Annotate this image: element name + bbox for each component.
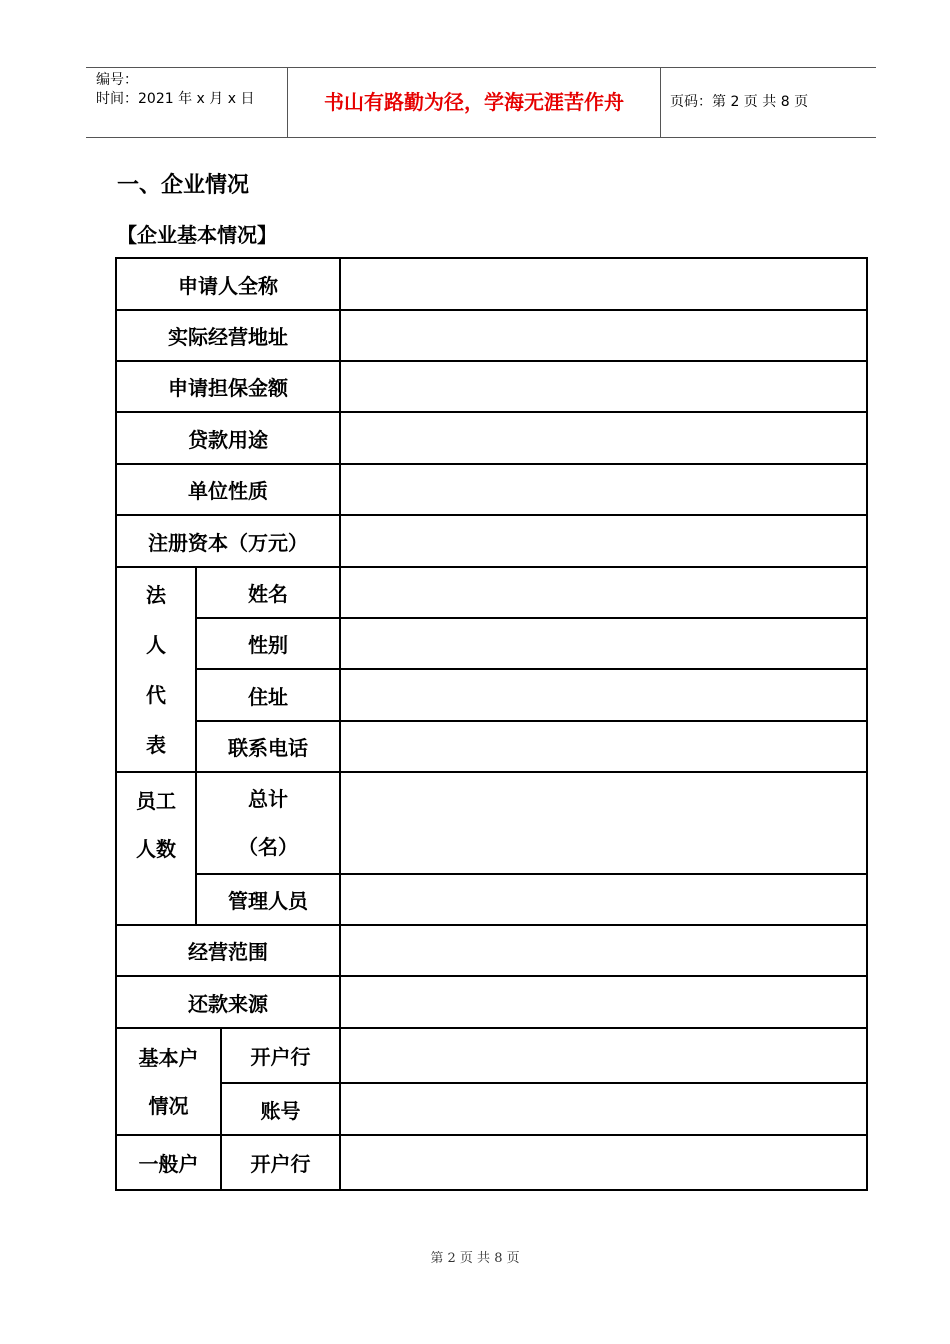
label-repayment-source: 还款来源 xyxy=(116,976,340,1028)
group-legal-rep xyxy=(116,567,196,772)
field-registered-capital[interactable] xyxy=(340,515,867,567)
enterprise-info-table xyxy=(115,257,868,1191)
subsection-title: 【企业基本情况】 xyxy=(117,223,277,247)
field-repayment-source[interactable] xyxy=(340,976,867,1028)
label-legal-rep-address: 住址 xyxy=(196,669,340,721)
field-guarantee-amount[interactable] xyxy=(340,361,867,412)
field-business-scope[interactable] xyxy=(340,925,867,976)
legal-rep-char: 人 xyxy=(146,632,166,657)
label-basic-bank: 开户行 xyxy=(221,1028,340,1083)
field-basic-bank[interactable] xyxy=(340,1028,867,1083)
field-business-address[interactable] xyxy=(340,310,867,361)
label-staff-managers: 管理人员 xyxy=(196,874,340,925)
header-motto: 书山有路勤为径，学海无涯苦作舟 xyxy=(288,68,661,137)
field-staff-total[interactable] xyxy=(340,772,867,874)
legal-rep-char: 代 xyxy=(146,682,166,707)
field-staff-managers[interactable] xyxy=(340,874,867,925)
label-applicant-name: 申请人全称 xyxy=(116,258,340,310)
field-legal-rep-gender[interactable] xyxy=(340,618,867,669)
basic-account-line: 基本户 xyxy=(138,1045,199,1070)
staff-group-line: 人数 xyxy=(136,837,176,861)
label-legal-rep-gender: 性别 xyxy=(196,618,340,669)
page-header xyxy=(86,67,876,138)
label-entity-nature: 单位性质 xyxy=(116,464,340,515)
field-legal-rep-address[interactable] xyxy=(340,669,867,721)
field-applicant-name[interactable] xyxy=(340,258,867,310)
staff-total-line: 总计 xyxy=(248,787,288,811)
field-legal-rep-phone[interactable] xyxy=(340,721,867,772)
group-basic-account xyxy=(116,1028,221,1135)
field-entity-nature[interactable] xyxy=(340,464,867,515)
section-title: 一、企业情况 xyxy=(117,173,250,198)
staff-group-line: 员工 xyxy=(136,789,176,813)
label-registered-capital: 注册资本（万元） xyxy=(116,515,340,567)
field-legal-rep-name[interactable] xyxy=(340,567,867,618)
legal-rep-char: 法 xyxy=(146,582,166,607)
field-loan-purpose[interactable] xyxy=(340,412,867,464)
staff-total-line: （名） xyxy=(238,835,298,859)
label-loan-purpose: 贷款用途 xyxy=(116,412,340,464)
label-staff-total xyxy=(196,772,340,874)
label-business-scope: 经营范围 xyxy=(116,925,340,976)
serial-label: 编号： xyxy=(96,72,138,88)
header-page-info: 页码：第 2 页 共 8 页 xyxy=(670,94,809,110)
group-staff-count xyxy=(116,772,196,925)
label-legal-rep-phone: 联系电话 xyxy=(196,721,340,772)
label-general-bank: 开户行 xyxy=(221,1135,340,1190)
label-basic-account-no: 账号 xyxy=(221,1083,340,1135)
date-text: 时间：2021 年 x 月 x 日 xyxy=(96,91,255,107)
legal-rep-char: 表 xyxy=(146,732,166,757)
label-general-account: 一般户 xyxy=(116,1135,221,1190)
field-general-bank[interactable] xyxy=(340,1135,867,1190)
page-footer: 第 2 页 共 8 页 xyxy=(430,1251,520,1266)
label-business-address: 实际经营地址 xyxy=(116,310,340,361)
field-basic-account-no[interactable] xyxy=(340,1083,867,1135)
basic-account-line: 情况 xyxy=(148,1093,189,1118)
header-meta xyxy=(86,68,288,137)
label-legal-rep-name: 姓名 xyxy=(196,567,340,618)
label-guarantee-amount: 申请担保金额 xyxy=(116,361,340,412)
